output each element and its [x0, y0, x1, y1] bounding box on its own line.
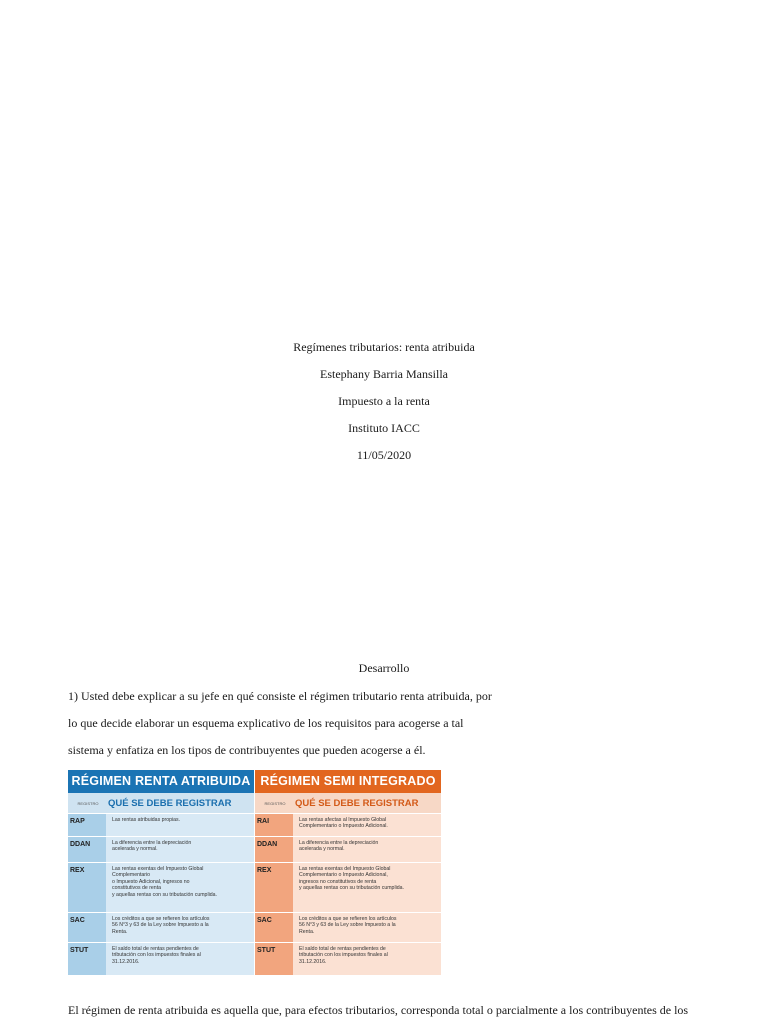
cover-date: 11/05/2020 [356, 448, 412, 462]
cover-institution: Instituto IACC [348, 421, 420, 435]
table-row [68, 942, 254, 975]
question-line-3: sistema y enfatiza en los tipos de contribuyentes que pueden acogerse a él. [68, 743, 426, 757]
row-code: REX [255, 863, 293, 912]
table-row [255, 836, 441, 862]
row-code: SAC [255, 913, 293, 942]
row-desc: El saldo total de rentas pendientes de tributación con los impuestos finales al 31.12.2016. [106, 943, 254, 975]
row-desc: Las rentas exentas del Impuesto Global Complementario o Impuesto Adicional, ingresos no constitutivos de renta y aquellas rentas con su tributación cumplida. [293, 863, 441, 912]
table-row [255, 912, 441, 942]
subheader-text: QUÉ SE DEBE REGISTRAR [108, 797, 232, 809]
row-desc: Las rentas afectas al Impuesto Global Complementario o Impuesto Adicional. [293, 814, 441, 836]
row-code: STUT [68, 943, 106, 975]
section-heading: Desarrollo [358, 661, 410, 675]
table-row [68, 862, 254, 912]
row-desc: Las rentas atribuidas propias. [106, 814, 254, 836]
column-subheader [255, 793, 441, 813]
row-code: STUT [255, 943, 293, 975]
question-line-2: lo que decide elaborar un esquema explicativo de los requisitos para acogerse a tal [68, 716, 464, 730]
subheader-text: QUÉ SE DEBE REGISTRAR [295, 797, 419, 809]
table-row [255, 862, 441, 912]
table-row [255, 813, 441, 836]
column-title: RÉGIMEN SEMI INTEGRADO [255, 770, 441, 793]
renta-atribuida-column [68, 770, 254, 991]
row-desc: La diferencia entre la depreciación acelerada y normal. [293, 837, 441, 862]
register-tag: REGISTRO [264, 800, 286, 806]
column-title: RÉGIMEN RENTA ATRIBUIDA [68, 770, 254, 793]
row-code: RAI [255, 814, 293, 836]
cover-block [0, 334, 768, 469]
closing-paragraph-line: El régimen de renta atribuida es aquella que, para efectos tributarios, corresponda total o parcialmente a los contribuyentes de los [68, 1003, 689, 1017]
question-line-1: 1) Usted debe explicar a su jefe en qué consiste el régimen tributario renta atribuida, por [68, 689, 492, 703]
row-code: DDAN [255, 837, 293, 862]
row-code: REX [68, 863, 106, 912]
row-code: SAC [68, 913, 106, 942]
regimen-scheme-image [68, 770, 441, 991]
row-desc: La diferencia entre la depreciación acelerada y normal. [106, 837, 254, 862]
table-row [68, 912, 254, 942]
semi-integrado-column [255, 770, 441, 991]
cover-title: Regímenes tributarios: renta atribuida [293, 340, 475, 354]
row-desc: Las rentas exentas del Impuesto Global Complementario o Impuesto Adicional, ingresos no constitutivos de renta y aquellas rentas con su tributación cumplida. [106, 863, 254, 912]
cover-author: Estephany Barria Mansilla [320, 367, 448, 381]
row-code: DDAN [68, 837, 106, 862]
column-subheader [68, 793, 254, 813]
register-tag: REGISTRO [77, 800, 99, 806]
row-desc: Los créditos a que se refieren los artículos 56 N°3 y 63 de la Ley sobre Impuesto a la Renta. [106, 913, 254, 942]
row-desc: Los créditos a que se refieren los artículos 56 N°3 y 63 de la Ley sobre Impuesto a la Renta. [293, 913, 441, 942]
row-code: RAP [68, 814, 106, 836]
table-row [68, 813, 254, 836]
row-desc: El saldo total de rentas pendientes de tributación con los impuestos finales al 31.12.2016. [293, 943, 441, 975]
table-row [255, 942, 441, 975]
table-row [68, 836, 254, 862]
cover-course: Impuesto a la renta [338, 394, 430, 408]
